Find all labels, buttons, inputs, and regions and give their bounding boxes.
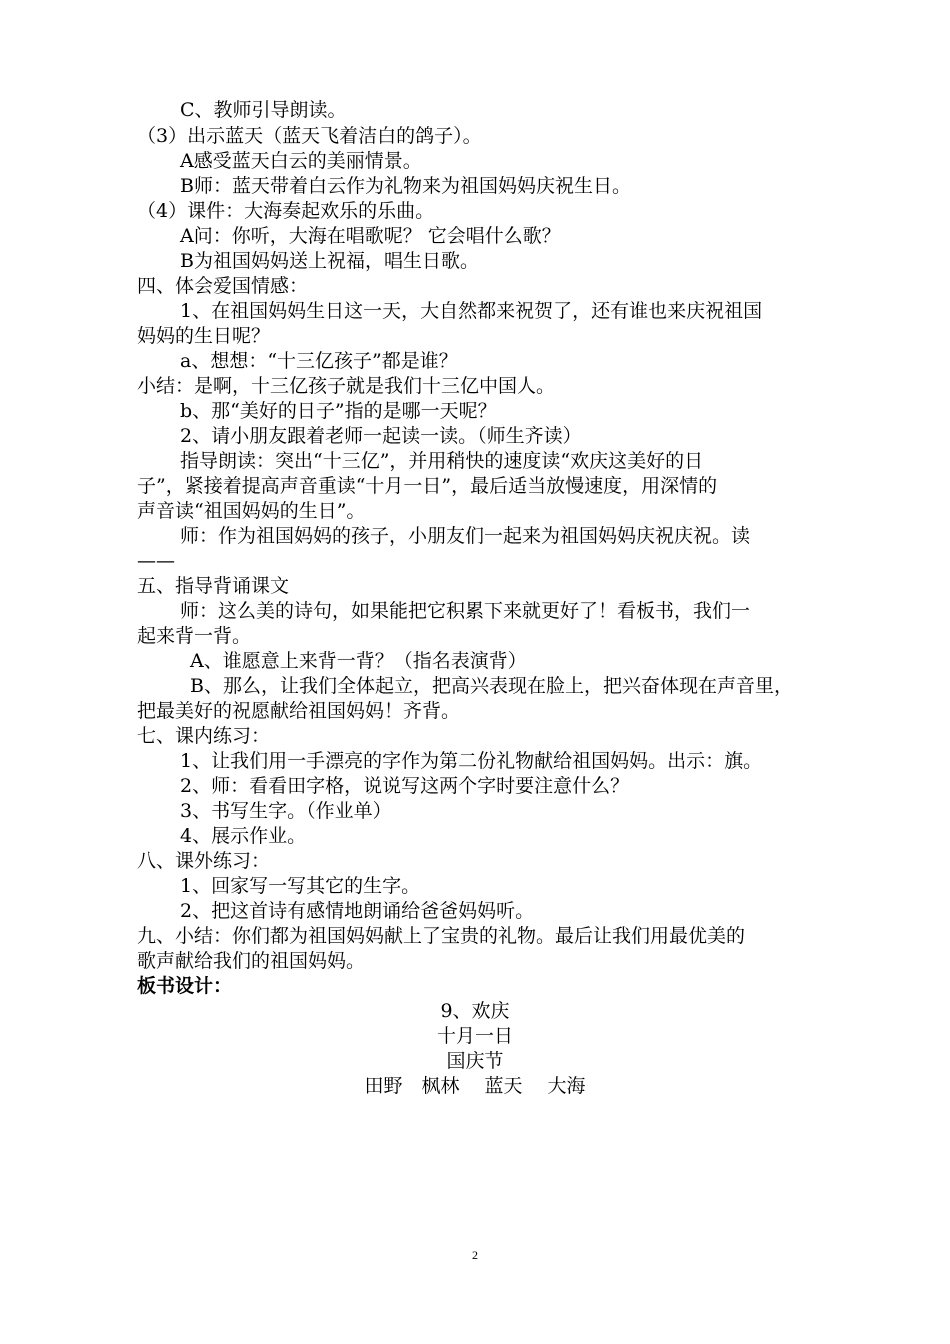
text-line: 师：作为祖国妈妈的孩子，小朋友们一起来为祖国妈妈庆祝庆祝。读 xyxy=(180,525,751,547)
text-line: 起来背一背。 xyxy=(137,625,252,647)
text-line: B师：蓝天带着白云作为礼物来为祖国妈妈庆祝生日。 xyxy=(180,175,631,197)
text-line: B、那么，让我们全体起立，把高兴表现在脸上，把兴奋体现在声音里， xyxy=(190,675,793,697)
section-heading: 八、课外练习： xyxy=(137,850,271,872)
text-line: 把最美好的祝愿献给祖国妈妈！齐背。 xyxy=(137,700,461,722)
text-line: b、那“美好的日子”指的是哪一天呢？ xyxy=(180,400,497,422)
board-line: 田野 枫林 蓝天 大海 xyxy=(364,1075,586,1097)
board-design-heading: 板书设计： xyxy=(137,975,233,997)
text-line: （4）课件：大海奏起欢乐的乐曲。 xyxy=(137,200,435,222)
text-line: 2、请小朋友跟着老师一起读一读。（师生齐读） xyxy=(180,425,582,447)
text-line: a、想想：“十三亿孩子”都是谁？ xyxy=(180,350,458,372)
text-line: 妈妈的生日呢？ xyxy=(137,325,271,347)
text-line: A问：你听，大海在唱歌呢？ 它会唱什么歌？ xyxy=(180,225,561,247)
text-line: 4、展示作业。 xyxy=(180,825,307,847)
board-line: 十月一日 xyxy=(436,1025,513,1047)
text-line: 指导朗读：突出“十三亿”，并用稍快的速度读“欢庆这美好的日 xyxy=(180,450,704,472)
section-heading: 七、课内练习： xyxy=(137,725,271,747)
text-line: A感受蓝天白云的美丽情景。 xyxy=(180,150,422,172)
text-line: 1、回家写一写其它的生字。 xyxy=(180,875,421,897)
board-line: 国庆节 xyxy=(446,1050,504,1072)
text-line: A、谁愿意上来背一背？（指名表演背） xyxy=(190,650,527,672)
board-line: 9、欢庆 xyxy=(440,1000,510,1022)
page-number: 2 xyxy=(472,1248,478,1262)
text-line: 声音读“祖国妈妈的生日”。 xyxy=(137,500,366,522)
text-line: 2、把这首诗有感情地朗诵给爸爸妈妈听。 xyxy=(180,900,535,922)
text-line: 子”，紧接着提高声音重读“十月一日”，最后适当放慢速度，用深情的 xyxy=(137,475,718,497)
text-line: —— xyxy=(137,550,175,572)
text-line: 2、师：看看田字格，说说写这两个字时要注意什么？ xyxy=(180,775,630,797)
text-line: 3、书写生字。（作业单） xyxy=(180,800,392,822)
text-line: 1、在祖国妈妈生日这一天，大自然都来祝贺了，还有谁也来庆祝祖国 xyxy=(180,300,763,322)
section-heading: 四、体会爱国情感： xyxy=(137,275,309,297)
text-line: 歌声献给我们的祖国妈妈。 xyxy=(137,950,366,972)
text-line: B为祖国妈妈送上祝福，唱生日歌。 xyxy=(180,250,479,272)
text-line: C、教师引导朗读。 xyxy=(180,99,347,121)
text-line: 小结：是啊，十三亿孩子就是我们十三亿中国人。 xyxy=(137,375,556,397)
text-line: 1、让我们用一手漂亮的字作为第二份礼物献给祖国妈妈。出示：旗。 xyxy=(180,750,763,772)
text-line: （3）出示蓝天（蓝天飞着洁白的鸽子）。 xyxy=(137,125,482,147)
section-heading: 五、指导背诵课文 xyxy=(137,575,290,597)
text-line: 师：这么美的诗句，如果能把它积累下来就更好了！看板书，我们一 xyxy=(180,600,751,622)
text-line: 九、小结：你们都为祖国妈妈献上了宝贵的礼物。最后让我们用最优美的 xyxy=(137,925,746,947)
